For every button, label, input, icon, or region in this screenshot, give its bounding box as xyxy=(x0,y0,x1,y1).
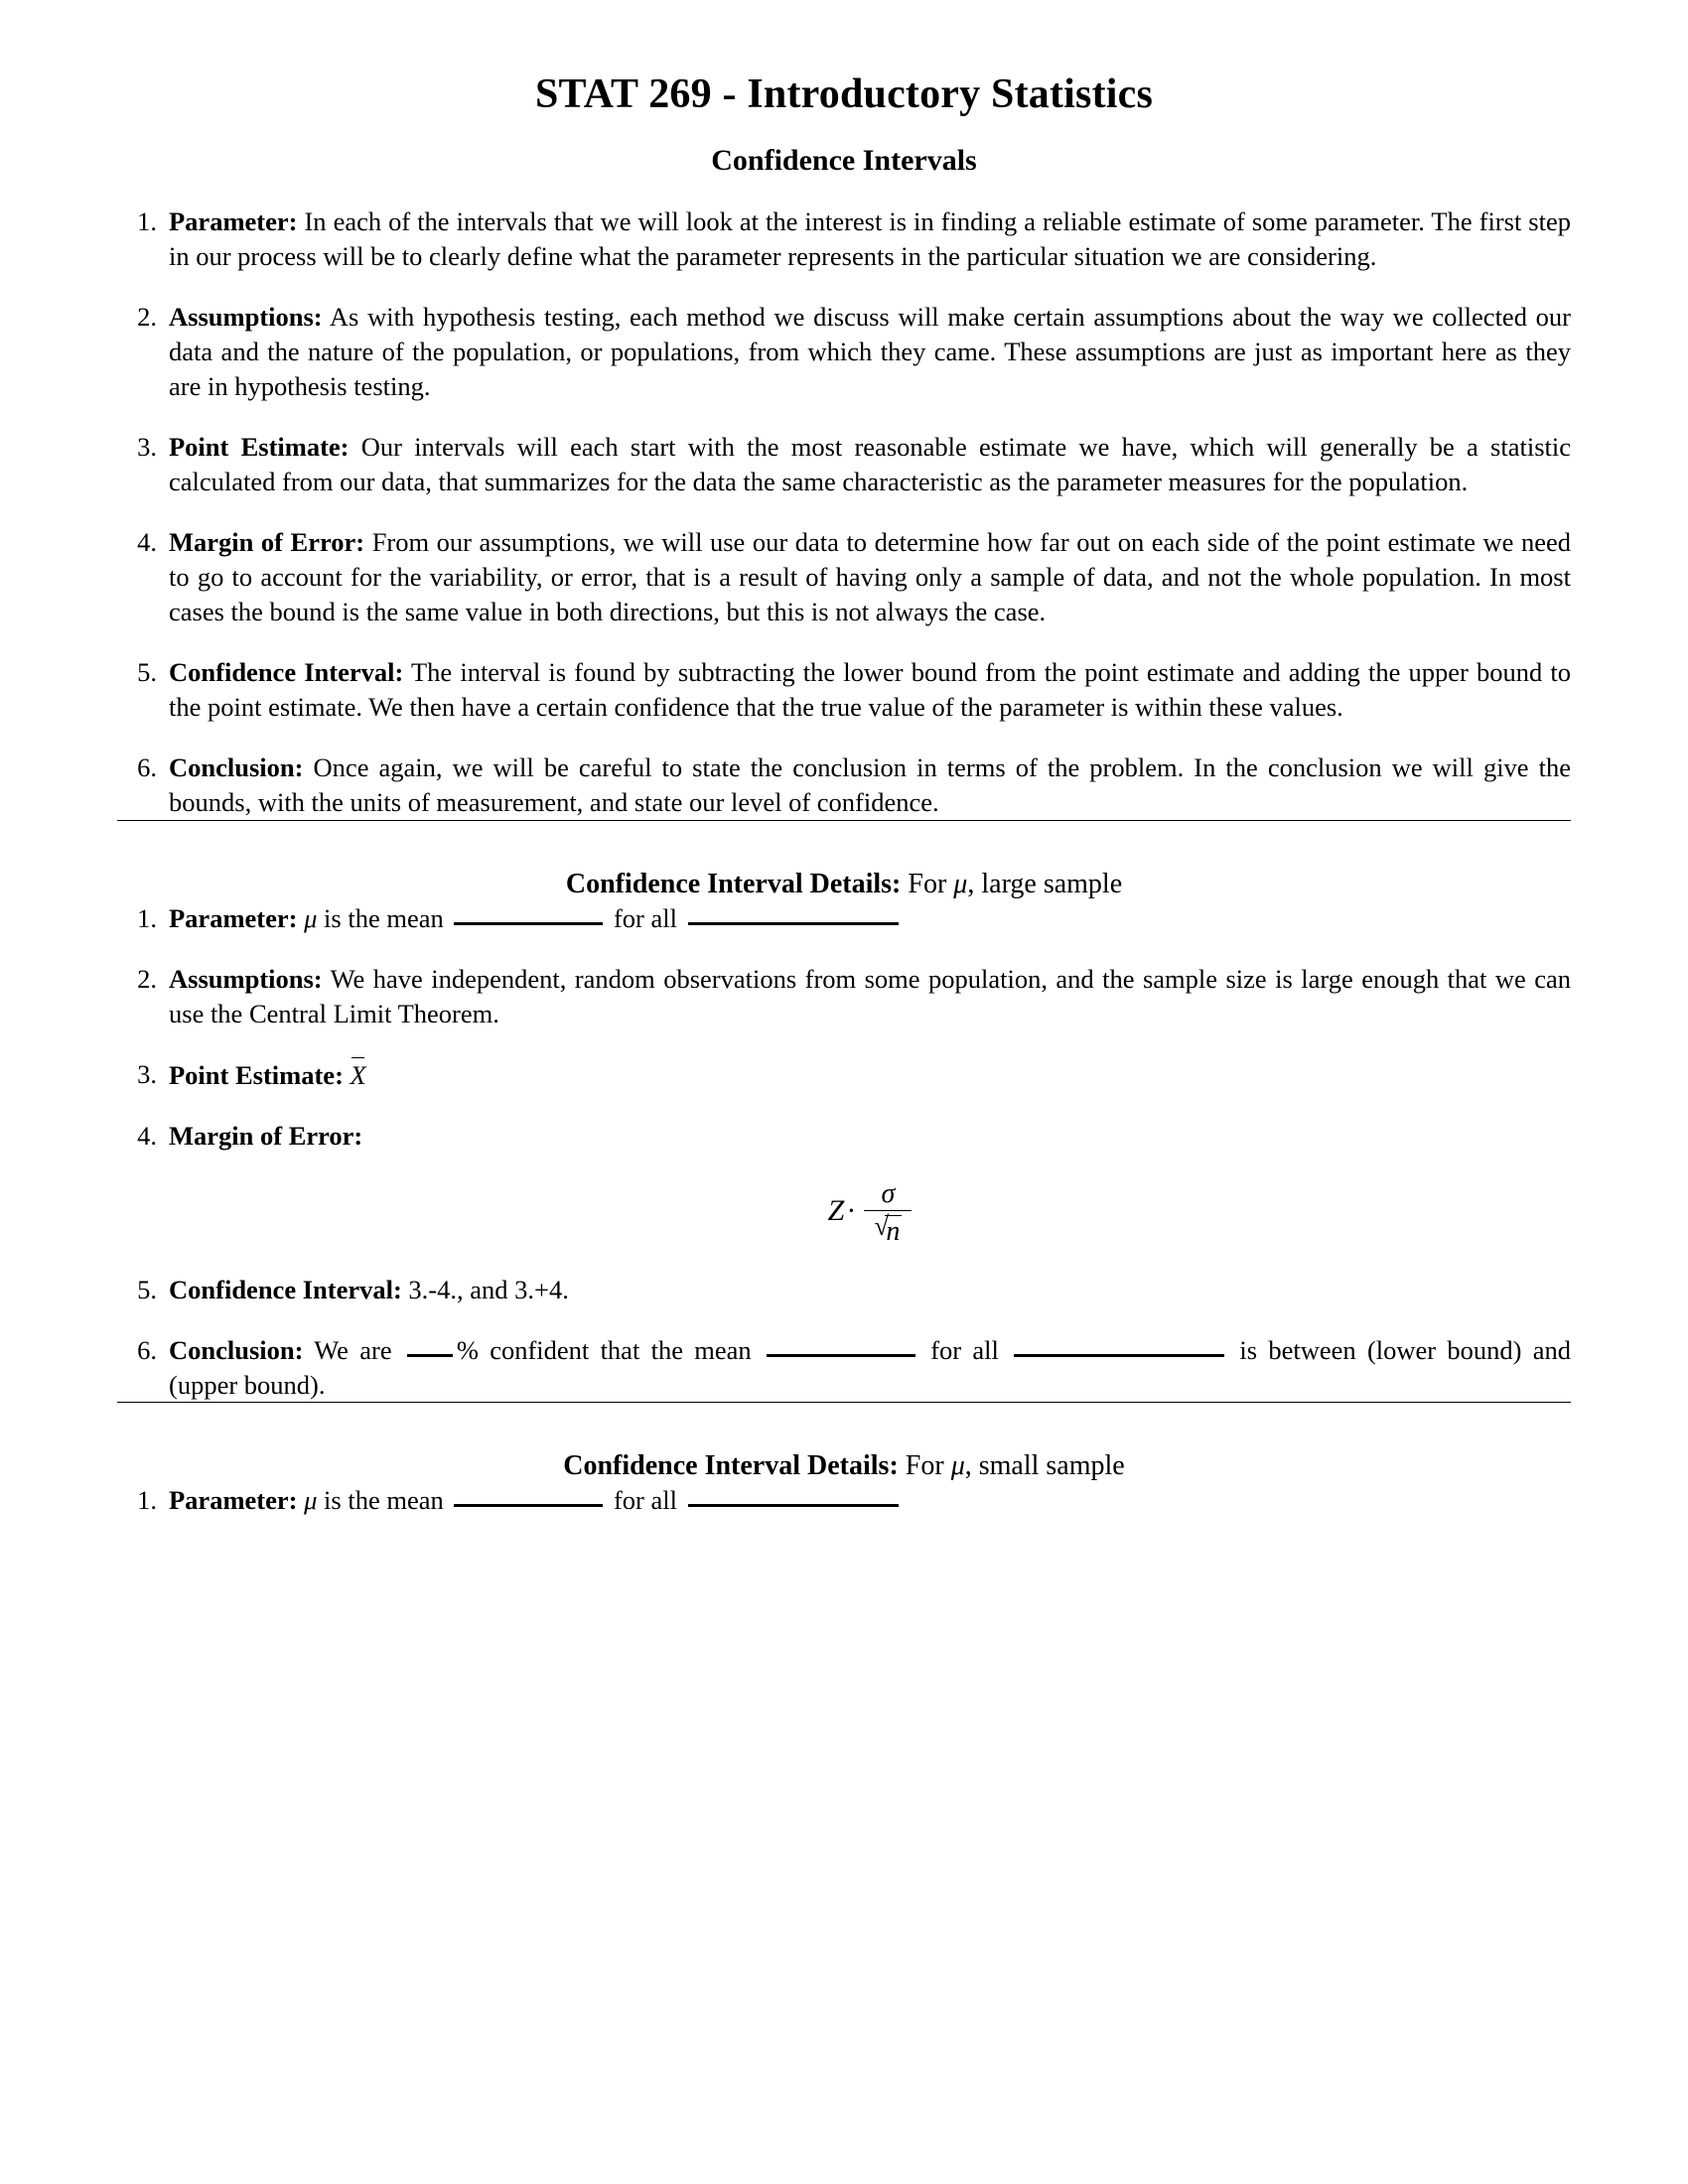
list-item-lead: Parameter: xyxy=(169,902,298,933)
parameter-text-b: for all xyxy=(613,902,677,933)
list-item-lead: Confidence Interval: xyxy=(169,657,404,688)
list-item xyxy=(117,300,1571,404)
list-item-number: 5. xyxy=(137,1274,157,1304)
list-item-assumptions xyxy=(117,962,1571,1031)
list-item-conclusion xyxy=(117,1333,1571,1403)
list-item-number: 4. xyxy=(137,527,157,558)
list-item-number: 1. xyxy=(137,206,157,237)
mu-symbol: μ xyxy=(304,1485,318,1516)
list-item-lead: Conclusion: xyxy=(169,1334,304,1365)
blank-line-mean-units[interactable] xyxy=(454,1484,603,1508)
list-item-lead: Point Estimate: xyxy=(169,1059,344,1090)
x-bar-symbol: X xyxy=(351,1057,366,1093)
list-item-confidence-interval xyxy=(117,1273,1571,1307)
formula-denominator xyxy=(864,1210,912,1246)
conclusion-text-a: We are xyxy=(314,1334,392,1365)
list-item-number: 5. xyxy=(137,657,157,688)
parameter-text-b: for all xyxy=(613,1485,677,1516)
list-item xyxy=(117,430,1571,499)
mu-symbol: μ xyxy=(950,1450,965,1482)
list-item-body: 3.-4., and 3.+4. xyxy=(408,1274,569,1304)
list-item-lead: Conclusion: xyxy=(169,752,304,783)
blank-line-mean-units-2[interactable] xyxy=(767,1333,915,1357)
list-item-point-estimate xyxy=(117,1057,1571,1093)
mu-symbol: μ xyxy=(304,902,318,933)
list-item-body: Our intervals will each start with the most reasonable estimate we have, which will generally be a statistic calculated from our data, that summarizes for the data the same characteristic as the parameter measures for the population. xyxy=(169,432,1572,497)
list-item-body: As with hypothesis testing, each method we discuss will make certain assumptions about the way we collected our data and the nature of the population, or populations, from which they came. These assumptions are just as important here as they are in hypothesis testing. xyxy=(169,302,1571,402)
formula-radicand: n xyxy=(886,1216,901,1248)
blank-line-mean-units[interactable] xyxy=(454,901,603,925)
list-item-lead: Assumptions: xyxy=(169,302,323,333)
page-title: STAT 269 - Introductory Statistics xyxy=(534,71,1154,117)
blank-line-population[interactable] xyxy=(688,901,899,925)
list-item-number: 3. xyxy=(137,432,157,463)
large-sample-list xyxy=(117,901,1571,1403)
list-item-number: 3. xyxy=(137,1058,157,1089)
page-subtitle: Confidence Intervals xyxy=(711,144,977,178)
list-item-lead: Margin of Error: xyxy=(169,527,365,558)
blank-line-population[interactable] xyxy=(688,1484,899,1508)
mu-symbol: μ xyxy=(953,868,968,899)
conclusion-text-b: % confident that the mean xyxy=(456,1334,752,1365)
list-item xyxy=(117,525,1571,629)
sqrt-icon xyxy=(874,1214,902,1246)
list-item-parameter xyxy=(117,1483,1571,1518)
section-heading-large-sample xyxy=(117,867,1571,901)
section-heading-prefix: For xyxy=(908,868,947,899)
list-item-number: 4. xyxy=(137,1120,157,1151)
conclusion-text-d: is between (lower bound) and (upper bound). xyxy=(169,1334,1571,1400)
list-item-lead: Point Estimate: xyxy=(169,432,350,463)
section-heading-label: Confidence Interval Details: xyxy=(563,1450,899,1482)
list-item-lead: Parameter: xyxy=(169,206,298,237)
list-item-number: 1. xyxy=(137,1485,157,1516)
section-heading-prefix: For xyxy=(905,1450,944,1482)
section-heading-label: Confidence Interval Details: xyxy=(565,868,902,899)
list-item-body: In each of the intervals that we will look at the interest is in finding a reliable estimate of some parameter. The first step in our process will be to clearly define what the parameter represents in the particular situation we are considering. xyxy=(169,206,1571,272)
list-item-lead: Parameter: xyxy=(169,1485,298,1516)
formula-numerator: σ xyxy=(881,1177,896,1209)
formula-operator: · xyxy=(846,1193,857,1227)
small-sample-list xyxy=(117,1483,1571,1518)
blank-line-population-2[interactable] xyxy=(1014,1333,1224,1357)
parameter-text-a: is the mean xyxy=(324,1485,444,1516)
list-item-body: From our assumptions, we will use our data to determine how far out on each side of the point estimate we need to go to account for the variability, or error, that is a result of having only a sample of data, and not the whole population. In most cases the bound is the same value in both directions, but this is not always the case. xyxy=(169,527,1572,627)
list-item-body: We have independent, random observations from some population, and the sample size is large enough that we can use the Central Limit Theorem. xyxy=(169,963,1571,1028)
section-divider-2 xyxy=(117,1402,1571,1403)
list-item-body: Once again, we will be careful to state the conclusion in terms of the problem. In the conclusion we will give the bounds, with the units of measurement, and state our level of confidence. xyxy=(169,752,1571,817)
conclusion-text-c: for all xyxy=(930,1334,999,1365)
section-heading-small-sample xyxy=(117,1448,1571,1483)
blank-line-confidence-level[interactable] xyxy=(407,1333,453,1357)
list-item xyxy=(117,751,1571,820)
list-item xyxy=(117,655,1571,725)
section-heading-suffix: , large sample xyxy=(967,868,1123,899)
list-item-number: 6. xyxy=(137,1334,157,1365)
margin-of-error-formula xyxy=(169,1179,1571,1247)
section-heading-suffix: , small sample xyxy=(964,1450,1125,1482)
list-item xyxy=(117,205,1571,274)
overview-list xyxy=(117,205,1571,820)
list-item-lead: Assumptions: xyxy=(169,963,323,994)
list-item-lead: Confidence Interval: xyxy=(169,1274,402,1304)
list-item-parameter xyxy=(117,901,1571,936)
list-item-body: The interval is found by subtracting the lower bound from the point estimate and adding the upper bound to the point estimate. We then have a certain confidence that the true value of the parameter is within these values. xyxy=(169,657,1571,723)
list-item-margin-of-error xyxy=(117,1119,1571,1247)
list-item-lead: Margin of Error: xyxy=(169,1120,363,1151)
formula-fraction xyxy=(864,1179,912,1247)
parameter-text-a: is the mean xyxy=(324,902,444,933)
formula-factor: Z xyxy=(827,1193,845,1227)
list-item-number: 2. xyxy=(137,302,157,333)
list-item-number: 1. xyxy=(137,902,157,933)
list-item-number: 2. xyxy=(137,963,157,994)
section-divider xyxy=(117,820,1571,821)
list-item-number: 6. xyxy=(137,752,157,783)
